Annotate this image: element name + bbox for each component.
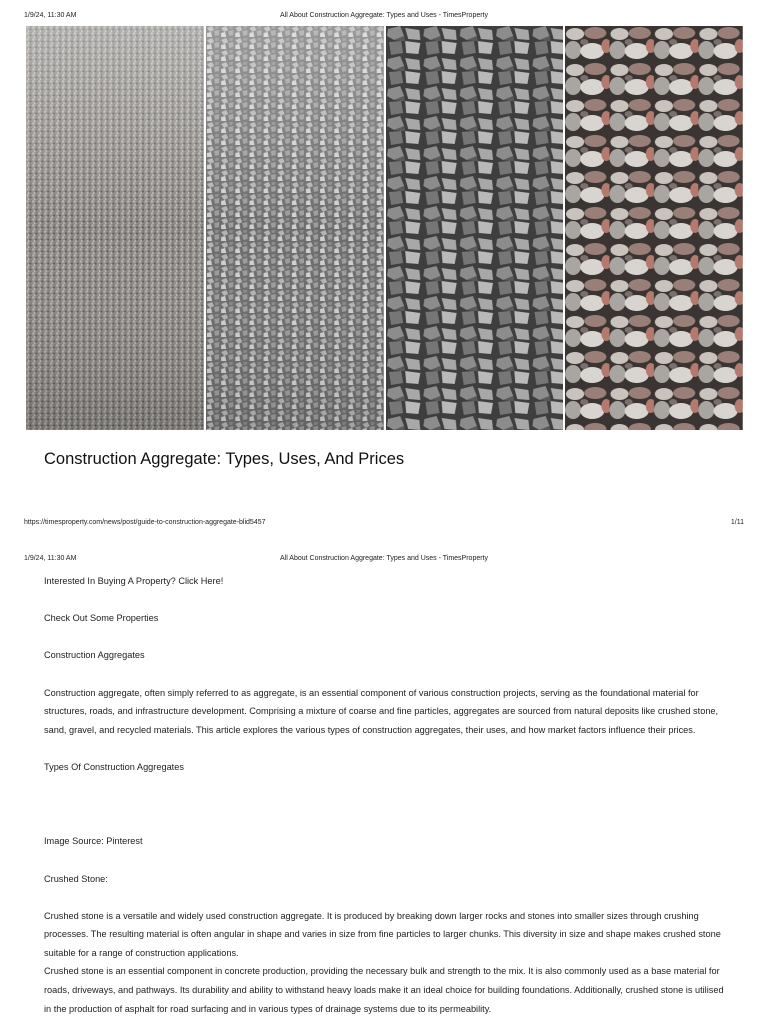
article-body — [44, 572, 724, 1018]
print-date: 1/9/24, 11:30 AM — [24, 12, 77, 19]
intro-paragraph: Construction aggregate, often simply referred to as aggregate, is an essential component of various construction projects, serving as the foundational material for structures, roads, and infrastructure development. Comprising a mixture of coarse and fine particles, aggregates are sourced from natural deposits like crushed stone, sand, gravel, and recycled materials. This article explores the various types of construction aggregates, their uses, and how market factors influence their prices. — [44, 687, 719, 735]
article-title: Construction Aggregate: Types, Uses, And Prices — [44, 450, 405, 468]
types-heading: Types Of Construction Aggregates — [44, 761, 184, 772]
fine-gravel-panel — [26, 26, 204, 430]
print-page-title: All About Construction Aggregate: Types and Uses - TimesProperty — [279, 12, 489, 19]
image-source-caption: Image Source: Pinterest — [44, 836, 143, 847]
print-page-number: 1/11 — [730, 519, 744, 526]
crushed-stone-panel — [386, 26, 564, 430]
print-url: https://timesproperty.com/news/post/guide-to-construction-aggregate-blid5457 — [24, 519, 266, 526]
print-page-title: All About Construction Aggregate: Types and Uses - TimesProperty — [279, 555, 489, 562]
river-pebbles-panel — [565, 26, 743, 430]
print-date: 1/9/24, 11:30 AM — [24, 555, 77, 562]
print-header-page-2 — [24, 555, 744, 567]
print-header-page-1 — [24, 12, 744, 24]
crushed-stone-paragraph-1: Crushed stone is a versatile and widely used construction aggregate. It is produced by breaking down larger rocks and stones into smaller sizes through crushing processes. The resulting material is often angular in shape and varies in size from fine particles to larger chunks. This diversity in size and shape makes crushed stone suitable for a range of construction applications. — [44, 910, 721, 958]
hero-image-aggregates — [26, 26, 743, 430]
crushed-stone-heading: Crushed Stone: — [44, 873, 108, 884]
buy-property-link[interactable]: Interested In Buying A Property? Click Here! — [44, 576, 224, 586]
section-heading: Construction Aggregates — [44, 650, 145, 661]
crushed-gravel-panel — [206, 26, 384, 430]
crushed-stone-paragraph-2: Crushed stone is an essential component in concrete production, providing the necessary bulk and strength to the mix. It is also commonly used as a base material for roads, driveways, and pathways. Its durability and ability to withstand heavy loads make it an ideal choice for building foundations. Additionally, crushed stone is utilised in the production of asphalt for road surfacing and in various types of drainage systems due to its permeability. — [44, 966, 724, 1014]
check-properties-link[interactable]: Check Out Some Properties — [44, 613, 159, 624]
